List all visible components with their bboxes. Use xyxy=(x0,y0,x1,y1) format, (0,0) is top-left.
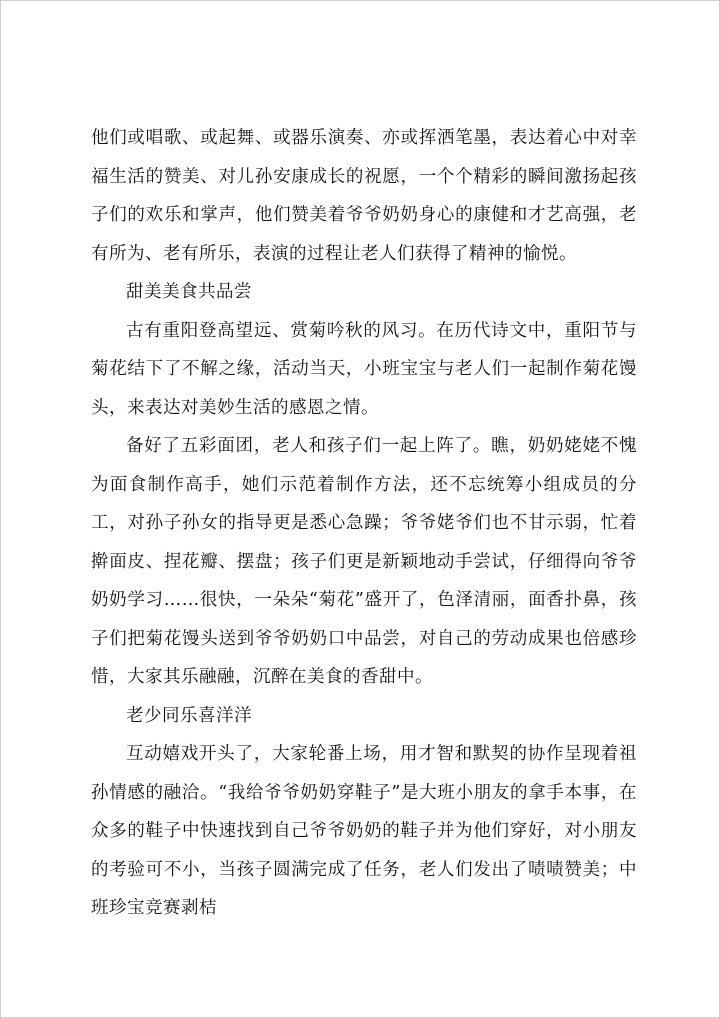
paragraph-chrysanthemum-intro: 古有重阳登高望远、赏菊吟秋的风习。在历代诗文中，重阳节与菊花结下了不解之缘，活动当天，小班宝宝与老人们一起制作菊花馒头，来表达对美妙生活的感恩之情。 xyxy=(91,320,637,418)
document-body xyxy=(91,119,637,928)
section-heading-sweet-food: 甜美美食共品尝 xyxy=(126,282,252,302)
paragraph-making-buns: 备好了五彩面团，老人和孩子们一起上阵了。瞧，奶奶姥姥不愧为面食制作高手，她们示范着制作方法，还不忘统筹小组成员的分工，对孙子孙女的指导更是悉心急躁；爷爷姥爷们也不甘示弱，忙着擀面皮、捏花瓣、摆盘；孩子们更是新颖地动手尝试，仔细得向爷爷奶奶学习……很快，一朵朵“菊花”盛开了，色泽清丽，面香扑鼻，孩子们把菊花馒头送到爷爷奶奶口中品尝，对自己的劳动成果也倍感珍惜，大家其乐融融，沉醉在美食的香甜中。 xyxy=(91,436,637,687)
section-heading-joyful-games: 老少同乐喜洋洋 xyxy=(126,705,252,726)
paragraph-performance-continued: 他们或唱歌、或起舞、或器乐演奏、亦或挥洒笔墨，表达着心中对幸福生活的赞美、对儿孙安康成长的祝愿，一个个精彩的瞬间激扬起孩子们的欢乐和掌声，他们赞美着爷爷奶奶身心的康健和才艺高强，老有所为、老有所乐，表演的过程让老人们获得了精神的愉悦。 xyxy=(91,128,637,264)
paragraph-interactive-games: 互动嬉戏开头了，大家轮番上场，用才智和默契的协作呈现着祖孙情感的融洽。“我给爷爷奶奶穿鞋子”是大班小朋友的拿手本事，在众多的鞋子中快速找到自己爷爷奶奶的鞋子并为他们穿好，对小朋友的考验可不小，当孩子圆满完成了任务，老人们发出了啧啧赞美；中班珍宝竞赛剥桔 xyxy=(91,744,637,918)
